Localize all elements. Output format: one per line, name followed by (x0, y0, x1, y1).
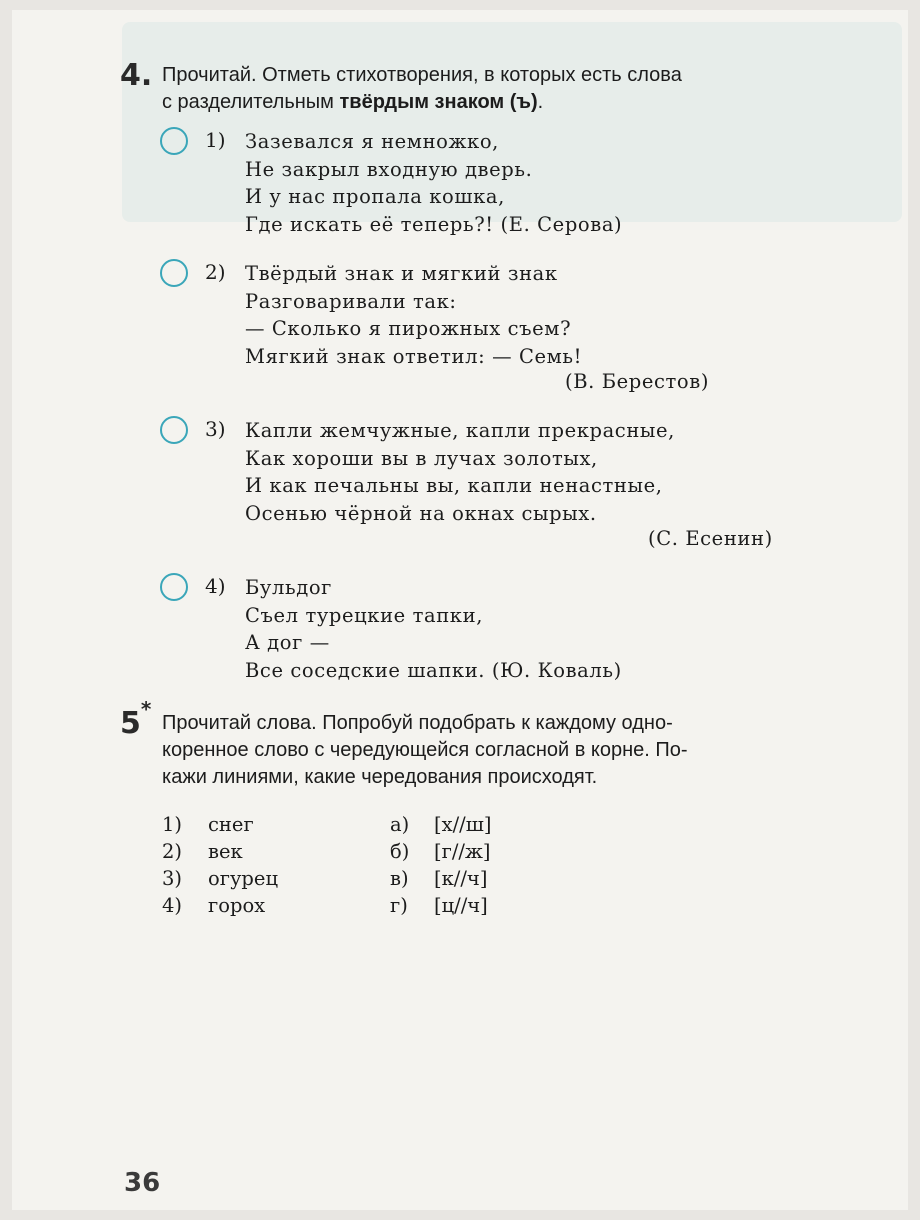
poem-line: Съел турецкие тапки, (245, 603, 483, 627)
poem-line: Бульдог (245, 576, 332, 599)
task-4-number: 4. (120, 58, 153, 93)
option-3-author: (С. Есенин) (648, 527, 773, 550)
task-4-instruction-line-1: Прочитай. Отметь стихотворения, в которых есть слова (162, 64, 682, 86)
task-5-instruction (162, 710, 882, 791)
word-list (162, 811, 278, 919)
alternation-item[interactable]: а) [х//ш] (390, 813, 492, 836)
word-item[interactable]: 1) снег (162, 813, 254, 836)
instruction-line: кажи линиями, какие чередования происходят. (162, 766, 598, 788)
option-3-checkbox[interactable] (160, 416, 188, 444)
word-item[interactable]: 4) горох (162, 894, 266, 917)
poem-line: Не закрыл входную дверь. (245, 157, 533, 181)
poem-line: Твёрдый знак и мягкий знак (245, 262, 558, 285)
option-2-checkbox[interactable] (160, 259, 188, 287)
alternation-list (390, 811, 491, 919)
poem-line: Все соседские шапки. (Ю. Коваль) (245, 658, 622, 682)
poem-line: Мягкий знак ответил: — Семь! (245, 344, 583, 368)
task-4-instruction (162, 62, 682, 116)
word-item[interactable]: 3) огурец (162, 867, 278, 890)
option-1-poem (245, 128, 622, 238)
option-1-number: 1) (205, 128, 226, 152)
word-item[interactable]: 2) век (162, 840, 243, 863)
poem-line: Осенью чёрной на окнах сырых. (245, 501, 597, 525)
alternation-item[interactable]: б) [г//ж] (390, 840, 491, 863)
task-4-instruction-line-2: с разделительным твёрдым знаком (ъ). (162, 91, 544, 113)
task-5-star: * (140, 697, 152, 721)
poem-line: И как печальны вы, капли ненастные, (245, 474, 663, 497)
poem-line: Капли жемчужные, капли прекрасные, (245, 419, 675, 442)
alternation-item[interactable]: г) [ц//ч] (390, 894, 488, 917)
option-4-number: 4) (205, 574, 226, 598)
task-5-number: 5* (120, 697, 152, 741)
option-2-number: 2) (205, 260, 226, 284)
option-2-poem (245, 260, 582, 370)
instruction-line: коренное слово с чередующейся согласной в корне. По- (162, 739, 688, 761)
poem-line: И у нас пропала кошка, (245, 185, 505, 208)
poem-line: Зазевался я немножко, (245, 130, 499, 153)
poem-line: А дог — (245, 631, 330, 654)
alternation-item[interactable]: в) [к//ч] (390, 867, 488, 890)
page-number: 36 (124, 1168, 161, 1198)
option-2-author: (В. Берестов) (565, 370, 710, 393)
option-4-poem (245, 574, 622, 684)
option-4-checkbox[interactable] (160, 573, 188, 601)
poem-line: Разговаривали так: (245, 289, 457, 313)
hard-sign-emphasis: твёрдым знаком (ъ) (339, 91, 538, 113)
poem-line: Как хороши вы в лучах золотых, (245, 446, 598, 470)
option-3-poem (245, 417, 675, 527)
instruction-line: Прочитай слова. Попробуй подобрать к каждому одно- (162, 712, 673, 734)
option-3-number: 3) (205, 417, 226, 441)
poem-line: — Сколько я пирожных съем? (245, 317, 572, 340)
poem-line: Где искать её теперь?! (Е. Серова) (245, 212, 623, 236)
option-1-checkbox[interactable] (160, 127, 188, 155)
